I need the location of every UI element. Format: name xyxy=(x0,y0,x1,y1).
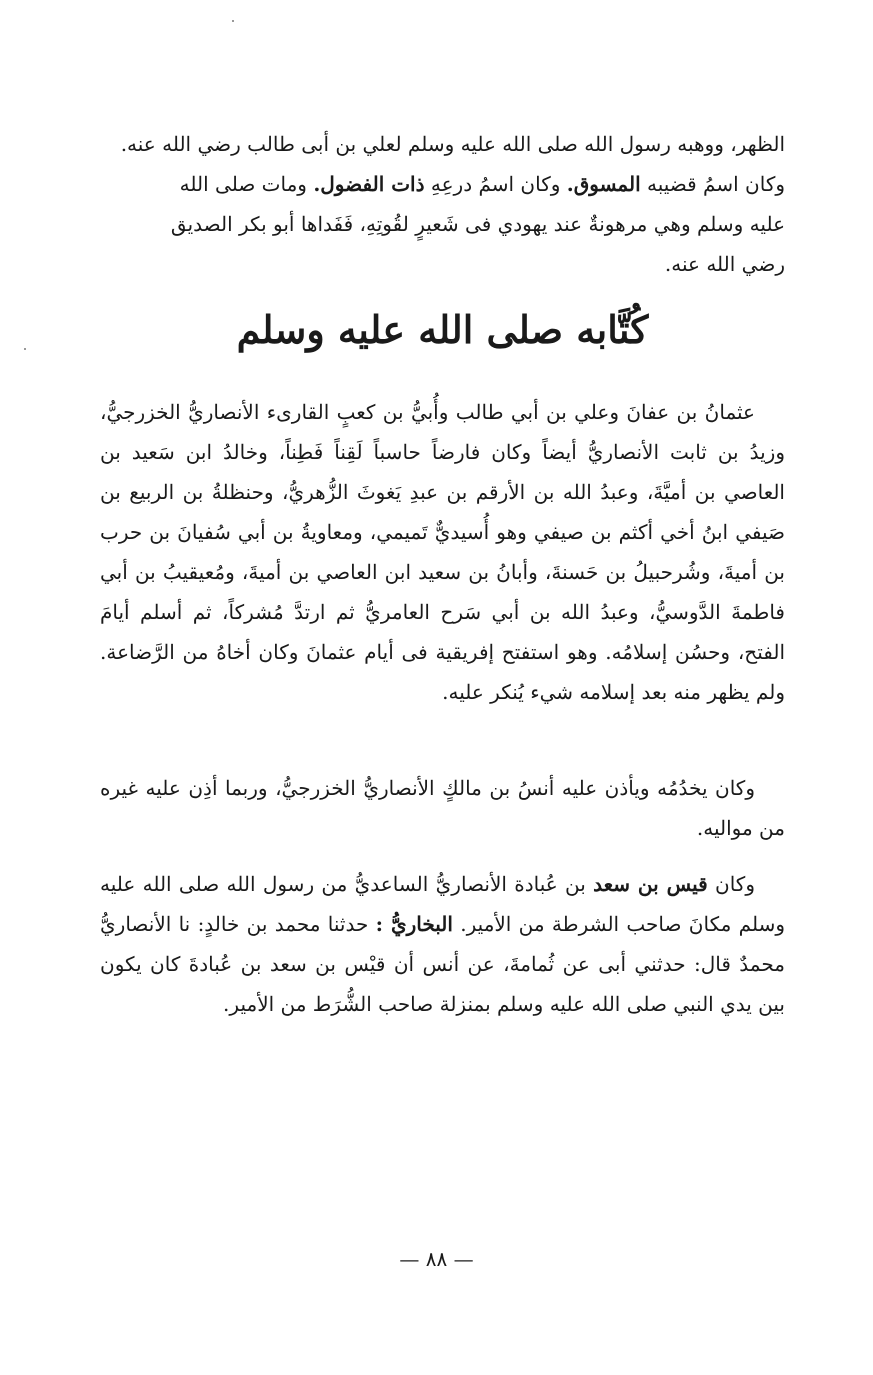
bold-term: قيس بن سعد xyxy=(593,872,708,896)
qays-paragraph xyxy=(100,864,785,1024)
page-number: — ٨٨ — xyxy=(399,1247,474,1271)
intro-line: الظهر، ووهبه رسول الله صلى الله عليه وسلم لعلي بن أبى طالب رضي الله عنه. xyxy=(120,132,785,156)
bold-term: البخاريُّ : xyxy=(375,912,453,936)
text-run: ومات صلى الله xyxy=(179,172,314,196)
paragraph-text xyxy=(100,864,785,1024)
text-run: وكان xyxy=(707,872,755,896)
text-run: وكان اسمُ قضيبه xyxy=(640,172,785,196)
text-run: بن عُبادة الأنصاريُّ الساعديُّ من رسول الله صلى الله عليه وسلم مكانَ صاحب الشرطة من الأمير. xyxy=(100,872,785,936)
intro-paragraph xyxy=(100,124,785,284)
text-run: حدثنا محمد بن خالدٍ: نا الأنصاريُّ محمدٌ قال: حدثني أبى عن ثُمامةَ، عن أنس أن قيْس بن سعد بن عُبادةَ كان يكون بين يدي النبي صلى الله عليه وسلم بمنزلة صاحب الشُّرَط من الأمير. xyxy=(100,912,785,1016)
bold-term: المسوق. xyxy=(566,172,641,196)
paragraph-text: وكان يخدُمُه ويأذن عليه أنسُ بن مالكٍ الأنصاريُّ الخزرجيُّ، وربما أذِن عليه غيره من مواليه. xyxy=(100,776,785,840)
scribes-paragraph xyxy=(100,392,785,712)
intro-line: رضي الله عنه. xyxy=(664,252,785,276)
text-run: وكان اسمُ درعِهِ xyxy=(424,172,567,196)
bold-term: ذات الفضول. xyxy=(313,172,425,196)
scan-speck xyxy=(24,348,26,350)
intro-line xyxy=(100,164,785,204)
intro-line: عليه وسلم وهي مرهونةٌ عند يهودي فى شَعيرٍ لقُوتِهِ، فَفَداها أبو بكر الصديق xyxy=(170,212,785,236)
chapter-heading: كُتَّابه صلى الله عليه وسلم xyxy=(236,307,649,352)
servant-paragraph xyxy=(100,768,785,848)
paragraph-text: عثمانُ بن عفانَ وعلي بن أبي طالب وأُبيُّ بن كعبٍ القارىء الأنصاريُّ الخزرجيُّ، وزيدُ بن ثابت الأنصاريُّ أيضاً وكان فارضاً حاسباً لَقِناً فَطِناً، وخالدُ ابن سَعيد بن العاصي بن أميَّةَ، وعبدُ الله بن الأرقم بن عبدِ يَغوثَ الزُّهريُّ، وحنظلةُ بن الربيع بن صَيفي ابنُ أخي أكثم بن صيفي وهو أُسيديٌّ تَميمي، ومعاويةُ بن أبي سُفيانَ بن حرب بن أميةَ، وشُرحبيلُ بن حَسنةَ، وأبانُ بن سعيد ابن العاصي بن أميةَ، ومُعيقيبُ بن أبي فاطمةَ الدَّوسيُّ، وعبدُ الله بن أبي سَرح العامريُّ ثم ارتدَّ مُشركاً، ثم أسلم أيامَ الفتح، وحسُن إسلامُه. وهو استفتح إفريقية فى أيام عثمانَ وكان أخاهُ من الرَّضاعة. ولم يظهر منه بعد إسلامه شيء يُنكر عليه. xyxy=(100,400,786,704)
scan-speck xyxy=(232,20,234,22)
